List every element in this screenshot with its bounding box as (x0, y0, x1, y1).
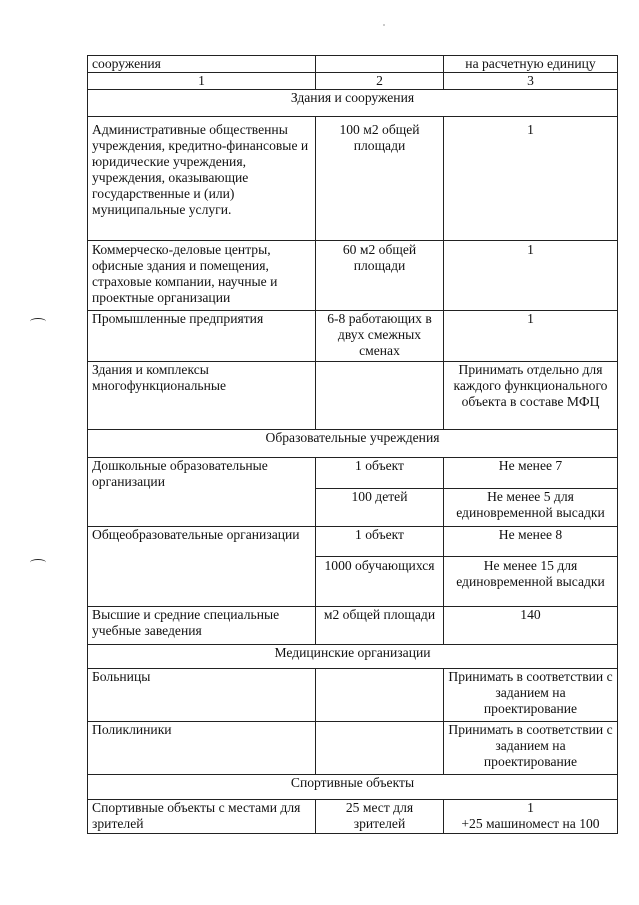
row-clinics-name: Поликлиники (88, 722, 316, 775)
row-highered-unit: м2 общей площади (316, 607, 444, 645)
header-col3: на расчетную единицу (444, 56, 618, 73)
column-number-2: 2 (316, 73, 444, 90)
row-preschool-name: Дошкольные образовательные организации (88, 458, 316, 527)
row-sports-name: Спортивные объекты с местами для зрителей (88, 800, 316, 834)
row-commercial-unit: 60 м2 общей площади (316, 241, 444, 311)
table-row (88, 241, 618, 311)
row-industrial-name: Промышленные предприятия (88, 311, 316, 362)
column-number-1: 1 (88, 73, 316, 90)
row-commercial-name: Коммерческо-деловые центры, офисные здания и помещения, страховые компании, научные и проектные организации (88, 241, 316, 311)
table-header-continued (88, 56, 618, 73)
row-preschool-value-a: Не менее 7 (444, 458, 618, 489)
row-mfc-value: Принимать отдельно для каждого функционального объекта в составе МФЦ (444, 362, 618, 430)
row-sports-value-line2: +25 машиномест на 100 (461, 816, 600, 831)
row-sports-value (444, 800, 618, 834)
row-preschool-value-b: Не менее 5 для единовременной высадки (444, 489, 618, 527)
row-admin-value: 1 (444, 117, 618, 241)
section-title-education: Образовательные учреждения (88, 430, 618, 458)
section-title-medical: Медицинские организации (88, 645, 618, 669)
row-industrial-unit: 6-8 работающих в двух смежных сменах (316, 311, 444, 362)
parking-norms-table (87, 55, 618, 834)
column-number-3: 3 (444, 73, 618, 90)
row-hospitals-unit (316, 669, 444, 722)
table-row (88, 800, 618, 834)
table-row (88, 117, 618, 241)
row-school-value-b: Не менее 15 для единовременной высадки (444, 557, 618, 607)
header-col1: сооружения (88, 56, 316, 73)
table-row (88, 669, 618, 722)
table-row (88, 362, 618, 430)
row-hospitals-value: Принимать в соответствии с заданием на проектирование (444, 669, 618, 722)
row-sports-value-line1: 1 (527, 800, 534, 815)
row-highered-name: Высшие и средние специальные учебные заведения (88, 607, 316, 645)
row-highered-value: 140 (444, 607, 618, 645)
row-school-name: Общеобразовательные организации (88, 527, 316, 607)
section-row (88, 90, 618, 117)
row-school-unit-b: 1000 обучающихся (316, 557, 444, 607)
table-row (88, 722, 618, 775)
table-row (88, 607, 618, 645)
header-col2 (316, 56, 444, 73)
section-row (88, 645, 618, 669)
row-school-value-a: Не менее 8 (444, 527, 618, 557)
row-school-unit-a: 1 объект (316, 527, 444, 557)
row-commercial-value: 1 (444, 241, 618, 311)
row-clinics-unit (316, 722, 444, 775)
binding-mark-top (30, 318, 46, 325)
scan-speck (383, 24, 385, 26)
table-row (88, 527, 618, 557)
row-clinics-value: Принимать в соответствии с заданием на проектирование (444, 722, 618, 775)
section-row (88, 775, 618, 800)
column-numbers-row (88, 73, 618, 90)
row-mfc-name: Здания и комплексы многофункциональные (88, 362, 316, 430)
binding-mark-bottom (30, 559, 46, 566)
section-title-sports: Спортивные объекты (88, 775, 618, 800)
table-row (88, 458, 618, 489)
row-admin-name: Административные общественны учреждения, кредитно-финансовые и юридические учреждения, учреждения, оказывающие государственные и (или) муниципальные услуги. (88, 117, 316, 241)
row-admin-unit: 100 м2 общей площади (316, 117, 444, 241)
row-mfc-unit (316, 362, 444, 430)
table-row (88, 311, 618, 362)
row-sports-unit: 25 мест для зрителей (316, 800, 444, 834)
section-title-buildings: Здания и сооружения (88, 90, 618, 117)
row-hospitals-name: Больницы (88, 669, 316, 722)
row-industrial-value: 1 (444, 311, 618, 362)
row-preschool-unit-b: 100 детей (316, 489, 444, 527)
row-preschool-unit-a: 1 объект (316, 458, 444, 489)
section-row (88, 430, 618, 458)
